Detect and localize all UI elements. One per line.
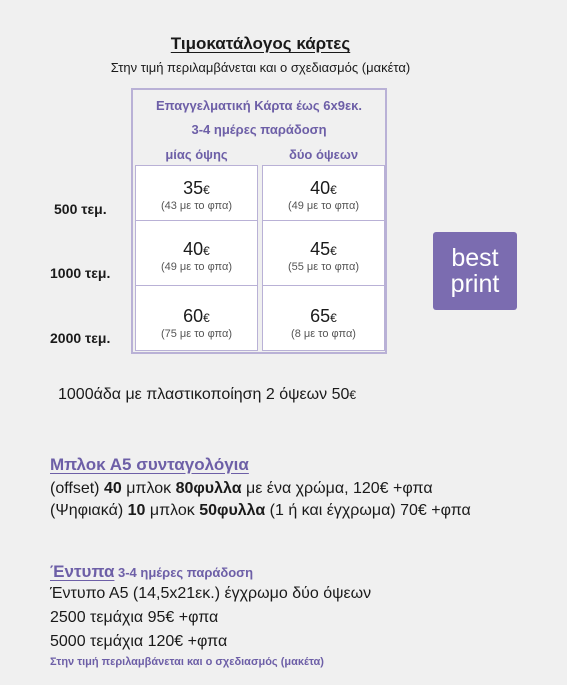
price-cell-2000-single xyxy=(135,285,258,351)
prints-a5-line: Έντυπο Α5 (14,5x21εκ.) έγχρωμο δύο όψεων xyxy=(50,585,372,602)
design-included-note: Στην τιμή περιλαμβάνεται και ο σχεδιασμός (μακέτα) xyxy=(50,656,324,668)
currency-symbol: € xyxy=(203,244,210,258)
laminate-offer-text: 1000άδα με πλαστικοποίηση 2 όψεων 50 xyxy=(58,386,350,403)
price-with-vat: (55 με το φπα) xyxy=(287,261,360,273)
currency-symbol: € xyxy=(330,311,337,325)
line-text: με ένα χρώμα, 120€ +φπα xyxy=(241,480,433,497)
logo-word-print: print xyxy=(450,270,500,298)
price-cell-1000-single xyxy=(135,220,258,286)
line-bold: 40 xyxy=(103,480,122,497)
line-bold: 50φυλλα xyxy=(199,502,266,519)
currency-symbol: € xyxy=(203,311,210,325)
currency-symbol: € xyxy=(203,183,210,197)
price-cell-2000-double xyxy=(262,285,385,351)
column-header-single: μίας όψης xyxy=(165,147,228,162)
price-cell-500-single xyxy=(135,165,258,225)
line-bold: 80φυλλα xyxy=(175,480,242,497)
price-with-vat: (49 με το φπα) xyxy=(287,200,360,212)
logo-word-best: best xyxy=(451,244,499,272)
line-text: (offset) xyxy=(50,480,104,497)
blocks-offset-line xyxy=(50,480,433,498)
price-with-vat: (8 με το φπα) xyxy=(291,328,356,340)
laminate-offer xyxy=(58,386,356,404)
price-value: 60 xyxy=(183,306,204,326)
prints-5000-line: 5000 τεμάχια 120€ +φπα xyxy=(50,633,228,650)
prints-title-text: Έντυπα xyxy=(50,562,115,581)
price-value: 40 xyxy=(310,178,331,198)
column-header-double: δύο όψεων xyxy=(288,147,359,162)
currency-symbol: € xyxy=(330,244,337,258)
best-print-logo xyxy=(433,232,517,310)
line-bold: 10 xyxy=(127,502,146,519)
price-value: 45 xyxy=(310,239,331,259)
blocks-digital-line xyxy=(50,502,471,520)
line-text: (1 ή και έγχρωμα) 70€ +φπα xyxy=(265,502,471,519)
currency-symbol: € xyxy=(349,388,357,402)
line-text: (Ψηφιακά) xyxy=(50,502,128,519)
price-cell-500-double xyxy=(262,165,385,225)
row-label-2000: 2000 τεμ. xyxy=(50,330,111,346)
row-label-1000: 1000 τεμ. xyxy=(50,265,111,281)
price-value: 40 xyxy=(183,239,204,259)
table-heading-product: Επαγγελματική Κάρτα έως 6x9εκ. xyxy=(155,98,363,113)
line-text: μπλοκ xyxy=(145,502,200,519)
price-value: 65 xyxy=(310,306,331,326)
blocks-section-title: Μπλοκ Α5 συνταγολόγια xyxy=(50,455,249,474)
price-table xyxy=(131,88,387,354)
line-text: μπλοκ xyxy=(121,480,176,497)
table-heading-delivery: 3-4 ημέρες παράδοση xyxy=(191,122,327,137)
page-subtitle: Στην τιμή περιλαμβάνεται και ο σχεδιασμός (μακέτα) xyxy=(110,60,411,75)
price-value: 35 xyxy=(183,178,204,198)
prints-section-title xyxy=(50,562,114,582)
prints-delivery-note: 3-4 ημέρες παράδοση xyxy=(118,565,254,580)
row-label-500: 500 τεμ. xyxy=(54,201,107,217)
prints-2500-line: 2500 τεμάχια 95€ +φπα xyxy=(50,609,219,626)
price-with-vat: (75 με το φπα) xyxy=(160,328,233,340)
currency-symbol: € xyxy=(330,183,337,197)
price-cell-1000-double xyxy=(262,220,385,286)
price-with-vat: (49 με το φπα) xyxy=(160,261,233,273)
price-with-vat: (43 με το φπα) xyxy=(160,200,233,212)
page-title: Τιμοκατάλογος κάρτες xyxy=(170,34,351,53)
